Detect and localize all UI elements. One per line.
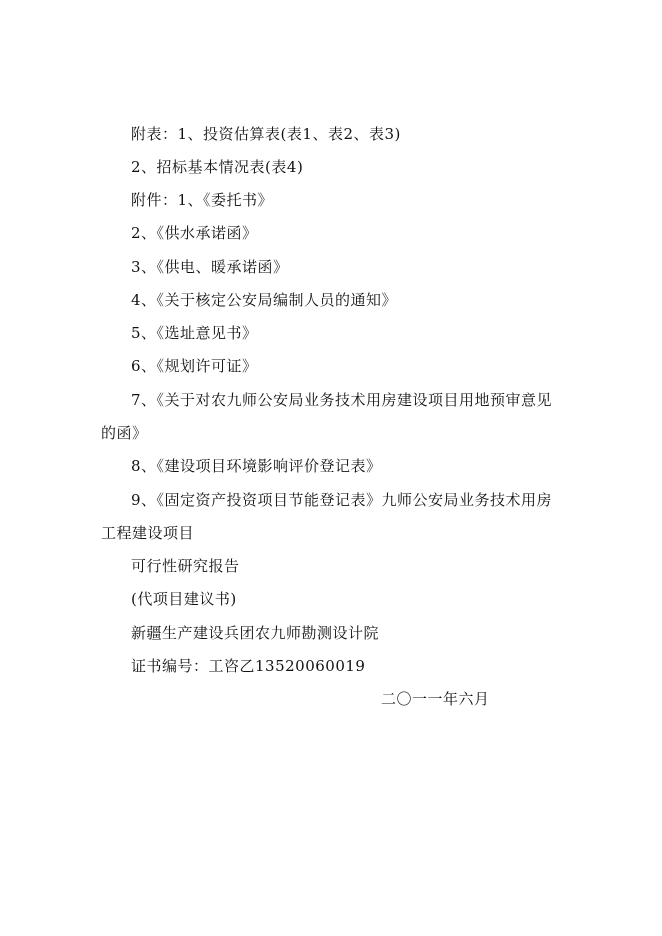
project-title-line: 工程建设项目 bbox=[101, 524, 195, 542]
annex-6: 6、《规划许可证》 bbox=[131, 357, 258, 375]
attachment-table-1: 附表：1、投资估算表(表1、表2、表3) bbox=[131, 125, 401, 143]
attachment-table-2: 2、招标基本情况表(表4) bbox=[131, 158, 304, 176]
annex-7-line-1: 7、《关于对农九师公安局业务技术用房建设项目用地预审意见 bbox=[131, 391, 553, 409]
annex-7-line-2: 的函》 bbox=[101, 424, 148, 442]
certificate-number: 证书编号：工咨乙13520060019 bbox=[131, 657, 366, 675]
annex-9-line-1: 9、《固定资产投资项目节能登记表》九师公安局业务技术用房 bbox=[131, 491, 553, 509]
institute-name: 新疆生产建设兵团农九师勘测设计院 bbox=[131, 624, 380, 642]
annex-3: 3、《供电、暖承诺函》 bbox=[131, 258, 289, 276]
annex-1: 附件：1、《委托书》 bbox=[131, 191, 274, 209]
annex-5: 5、《选址意见书》 bbox=[131, 324, 258, 342]
annex-4: 4、《关于核定公安局编制人员的通知》 bbox=[131, 291, 398, 309]
report-subtitle: (代项目建议书) bbox=[131, 590, 237, 608]
annex-8: 8、《建设项目环境影响评价登记表》 bbox=[131, 457, 382, 475]
report-title: 可行性研究报告 bbox=[131, 557, 240, 575]
document-date: 二〇一一年六月 bbox=[381, 690, 490, 708]
annex-2: 2、《供水承诺函》 bbox=[131, 224, 258, 242]
